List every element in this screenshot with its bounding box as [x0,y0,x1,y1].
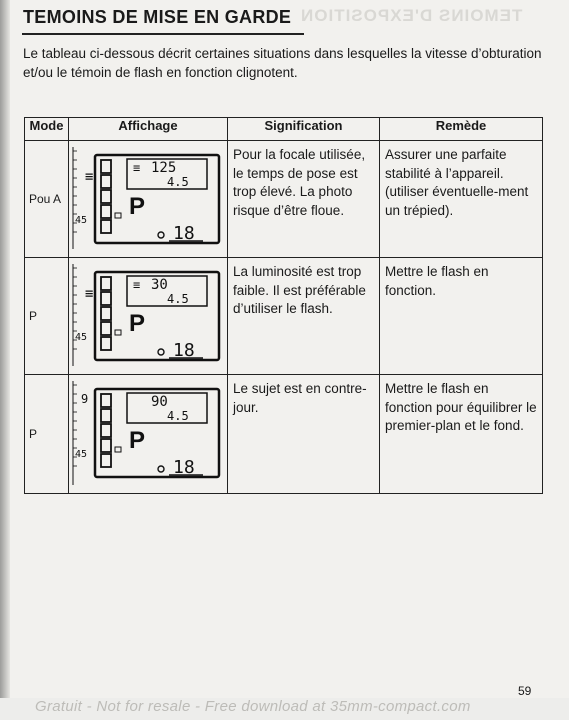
speed-blink-icon: ≡ [133,161,141,175]
distance-readout: 18 [173,457,195,478]
display-cell [69,141,228,258]
signification-cell: Le sujet est en contre-jour. [228,375,380,494]
table-row [25,258,543,375]
remede-cell: Mettre le flash en fonction pour équilibrer le premier-plan et le fond. [380,375,543,494]
focus-target-icon [158,466,164,472]
flash-mark-icon [115,447,121,452]
program-mode-indicator: P [129,310,146,337]
distance-scale-icon [73,381,77,485]
footer-watermark: Gratuit - Not for resale - Free download at 35mm-compact.com [35,698,471,715]
aperture-readout: 4.5 [167,292,189,306]
header-affichage: Affichage [69,118,228,141]
focus-target-icon [158,232,164,238]
blink-marks-icon: ≡ [85,169,94,185]
table-row [25,141,543,258]
flash-mark-icon [115,213,121,218]
lcd-display-illustration [69,258,226,374]
display-cell [69,375,228,494]
focus-target-icon [158,349,164,355]
display-cell [69,258,228,375]
shutter-speed-readout: 125 [151,160,177,176]
speed-blink-icon: ≡ [133,278,141,292]
signification-cell: Pour la focale utilisée, le temps de pose est trop élevé. La photo risque d’être floue. [228,141,380,258]
table-header-row [25,118,543,141]
bar-top-digit: 9 [81,392,89,406]
header-signification: Signification [228,118,380,141]
program-mode-indicator: P [129,193,146,220]
shutter-speed-readout: 30 [151,277,168,293]
page-gutter-shadow [0,0,10,720]
mode-cell: P [25,375,69,494]
distance-scale-icon [73,147,77,249]
header-remede: Remède [380,118,543,141]
lcd-display-illustration [69,141,226,257]
exposure-bar-graph [101,160,111,233]
distance-readout: 18 [173,223,195,244]
zoom-focal-readout: 45 [75,215,88,226]
mode-cell: P [25,258,69,375]
zoom-focal-readout: 45 [75,332,88,343]
page-number: 59 [518,684,532,698]
remede-cell: Assurer une parfaite stabilité à l’appareil. (utiliser éventuelle-ment un trépied). [380,141,543,258]
flash-mark-icon [115,330,121,335]
lcd-display-illustration [69,375,226,493]
distance-readout: 18 [173,340,195,361]
bleed-through-text: TEMOINS D'EXPOSITION [300,6,523,25]
warning-table [24,117,543,494]
intro-paragraph: Le tableau ci-dessous décrit certaines situations dans lesquelles la vitesse d’obturation et/ou le témoin de flash en fonction clignotent. [23,46,542,80]
shutter-speed-readout: 90 [151,394,168,410]
aperture-readout: 4.5 [167,175,189,189]
header-mode: Mode [25,118,69,141]
exposure-bar-graph [101,277,111,350]
aperture-readout: 4.5 [167,409,189,423]
program-mode-indicator: P [129,427,146,454]
exposure-bar-graph [101,394,111,467]
table-row [25,375,543,494]
page-title: TEMOINS DE MISE EN GARDE [23,7,292,27]
mode-cell: Pou A [25,141,69,258]
zoom-focal-readout: 45 [75,449,88,460]
remede-cell: Mettre le flash en fonction. [380,258,543,375]
blink-marks-icon: ≡ [85,286,94,302]
distance-scale-icon [73,264,77,366]
signification-cell: La luminosité est trop faible. Il est préférable d’utiliser le flash. [228,258,380,375]
